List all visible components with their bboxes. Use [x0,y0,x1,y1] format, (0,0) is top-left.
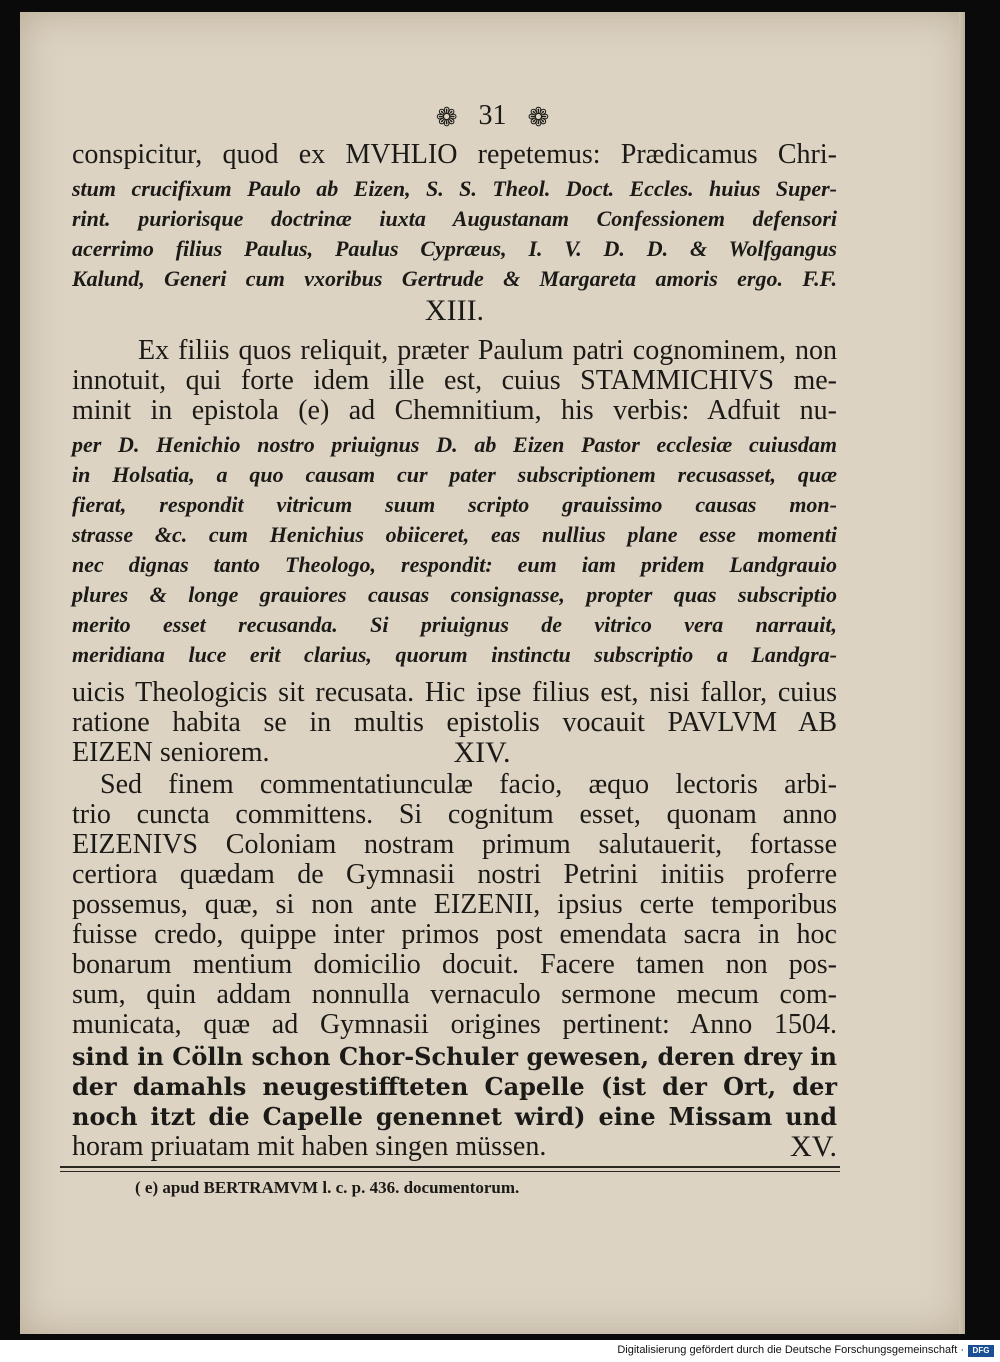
document-page [20,12,965,1334]
footnote-rule [60,1166,840,1168]
text-line: EIZENIVS Coloniam nostram primum salutauerit, fortasse [72,829,837,860]
text-line: der damahls neugestiffteten Capelle (ist der Ort, der [72,1072,837,1101]
text-line: meridiana luce erit clarius, quorum instinctu subscriptio a Landgra- [72,642,837,667]
text-line: conspicitur, quod ex MVHLIO repetemus: Prædicamus Chri- [72,139,837,170]
section-heading: XIV. [453,736,511,769]
digitization-credit: Digitalisierung gefördert durch die Deutsche Forschungsgemeinschaft · [617,1344,964,1356]
text-line: certiora quædam de Gymnasii nostri Petrini initiis proferre [72,859,837,890]
text-line: Kalund, Generi cum vxoribus Gertrude & Margareta amoris ergo. F.F. [72,266,837,291]
text-line: horam priuatam mit haben singen müssen. [72,1131,547,1162]
text-line: plures & longe grauiores causas consignasse, propter quas subscriptio [72,582,837,607]
text-line: Sed finem commentatiunculæ facio, æquo lectoris arbi- [100,769,837,800]
footnote: ( e) apud BERTRAMVM l. c. p. 436. documentorum. [135,1178,520,1197]
text-line: noch itzt die Capelle genennet wird) eine Missam und [72,1102,837,1131]
text-line: nec dignas tanto Theologo, respondit: eum iam pridem Landgrauio [72,552,837,577]
ornament-left-icon: ❁ [435,102,458,132]
dfg-logo-icon: DFG [968,1345,994,1357]
ornament-right-icon: ❁ [527,102,550,132]
text-line: in Holsatia, a quo causam cur pater subscriptionem recusasset, quæ [72,462,837,487]
text-line: stum crucifixum Paulo ab Eizen, S. S. Theol. Doct. Eccles. huius Super- [72,176,837,201]
text-line: strasse &c. cum Henichius obiiceret, eas nullius plane esse momenti [72,522,837,547]
text-line: Ex filiis quos reliquit, præter Paulum patri cognominem, non [138,335,837,366]
text-line: minit in epistola (e) ad Chemnitium, his verbis: Adfuit nu- [72,395,837,426]
text-line: trio cuncta committens. Si cognitum esset, quonam anno [72,799,837,830]
text-line: rint. puriorisque doctrinæ iuxta Augustanam Confessionem defensori [72,206,837,231]
section-heading: XIII. [424,294,485,327]
text-line: EIZEN seniorem. [72,737,270,768]
footnote-rule [60,1171,840,1172]
text-line: sum, quin addam nonnulla vernaculo sermone mecum com- [72,979,837,1010]
text-line: ratione habita se in multis epistolis vocauit PAVLVM AB [72,707,837,738]
text-line: municata, quæ ad Gymnasii origines pertinent: Anno 1504. [72,1009,837,1040]
text-line: fuisse credo, quippe inter primos post emendata sacra in hoc [72,919,837,950]
text-line: innotuit, qui forte idem ille est, cuius STAMMICHIVS me- [72,365,837,396]
footer-bar [0,1340,1000,1362]
page-number: 31 [478,100,507,131]
text-line: acerrimo filius Paulus, Paulus Cypræus, I. V. D. D. & Wolfgangus [72,236,837,261]
text-line: fierat, respondit vitricum suum scripto grauissimo causas mon- [72,492,837,517]
text-line: bonarum mentium domicilio docuit. Facere tamen non pos- [72,949,837,980]
text-line: possemus, quæ, si non ante EIZENII, ipsius certe temporibus [72,889,837,920]
text-line: sind in Cölln schon Chor-Schuler gewesen, deren drey in [72,1042,837,1071]
text-line: merito esset recusanda. Si priuignus de vitrico vera narrauit, [72,612,837,637]
page-edge [959,12,965,1334]
section-heading: XV. [790,1130,837,1163]
text-line: per D. Henichio nostro priuignus D. ab Eizen Pastor ecclesiæ cuiusdam [72,432,837,457]
text-line: uicis Theologicis sit recusata. Hic ipse filius est, nisi fallor, cuius [72,677,837,708]
page-header [20,100,965,133]
